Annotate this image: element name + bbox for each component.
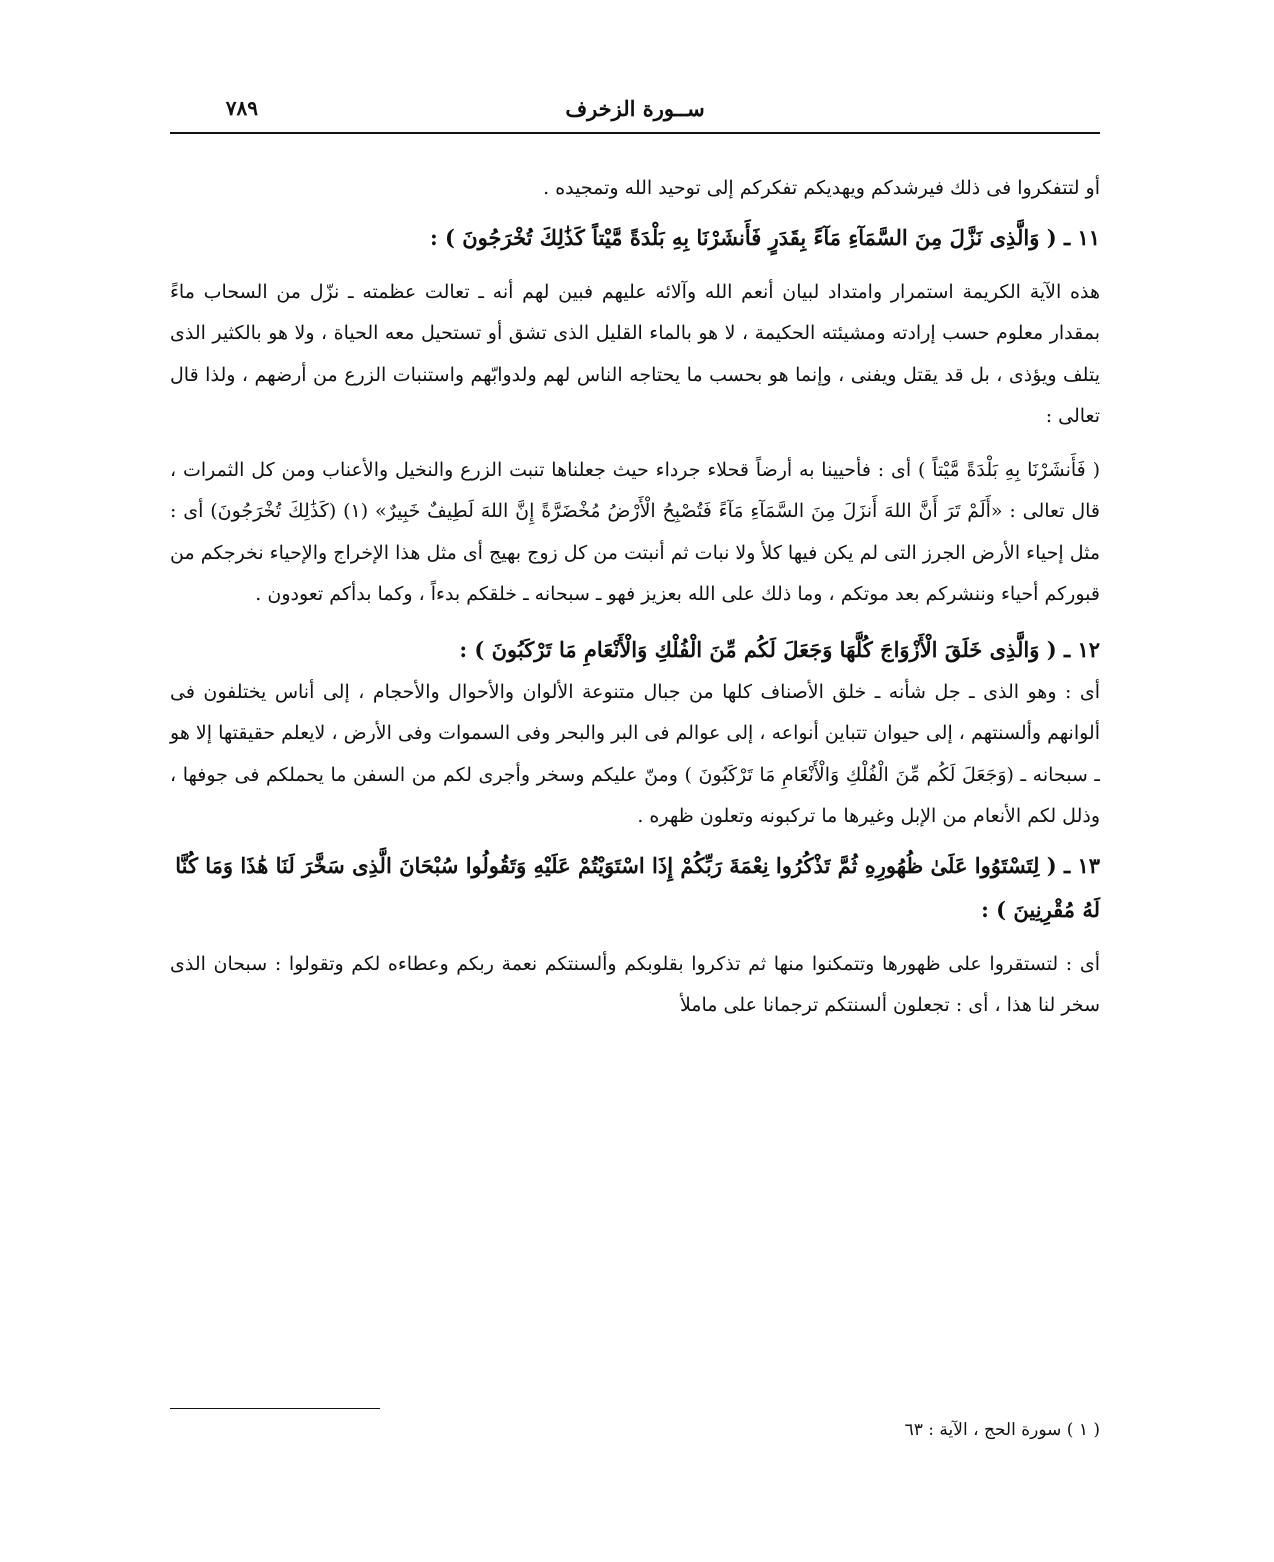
- paragraph-intro: أو لتتفكروا فى ذلك فيرشدكم ويهديكم تفكركم إلى توحيد الله وتمجيده .: [543, 177, 1100, 199]
- page-title: ســورة الزخرف: [565, 96, 705, 121]
- page-header: [170, 90, 1100, 130]
- header-divider: [170, 132, 1100, 134]
- paragraph-commentary-13: أى : لتستقروا على ظهورها وتتمكنوا منها ثم تذكروا بقلوبكم وألسنتكم نعمة ربكم وعطاءه لكم وتقولوا : سبحان الذى سخر لنا هذا ، أى : تجعلون ألسنتكم ترجمانا على ماملأ: [170, 952, 1100, 1016]
- paragraph-commentary-12: أى : وهو الذى ـ جل شأنه ـ خلق الأصناف كلها من جبال متنوعة الألوان والأحوال والأحجام ، إلى أناس يختلفون فى ألوانهم وألسنتهم ، إلى حيوان تتباين أنواعه ، إلى عوالم فى البر والبحر وفى السموات وفى الأرض ، لايعلم حقيقتها إلا هو ـ سبحانه ـ (وَجَعَلَ لَكُم مِّنَ الْفُلْكِ وَالْأَنْعَامِ مَا تَرْكَبُونَ ) ومنّ عليكم وسخر وأجرى لكم من السفن ما يحملكم فى جوفها ، وذلل لكم الأنعام من الإبل وغيرها ما تركبونه وتعلون ظهره .: [170, 680, 1100, 827]
- verse-13: ١٣ ـ ( لِتَسْتَوُوا عَلَىٰ ظُهُورِهِ ثُمَّ تَذْكُرُوا نِعْمَةَ رَبِّكُمْ إِذَا اسْتَوَيْتُمْ عَلَيْهِ وَتَقُولُوا سُبْحَانَ الَّذِى سَخَّرَ لَنَا هَٰذَا وَمَا كُنَّا لَهُ مُقْرِنِينَ ) :: [175, 852, 1100, 922]
- page-number: ٧٨٩: [225, 96, 258, 120]
- footnote-divider: [170, 1408, 380, 1409]
- body-text: [170, 168, 1100, 1027]
- verse-11: ١١ ـ ( وَالَّذِى نَزَّلَ مِنَ السَّمَآءِ مَآءً بِقَدَرٍ فَأَنشَرْنَا بِهِ بَلْدَةً مَّيْتاً كَذَٰلِكَ تُخْرَجُونَ ) :: [429, 224, 1100, 250]
- verse-12: ١٢ ـ ( وَالَّذِى خَلَقَ الْأَزْوَاجَ كُلَّهَا وَجَعَلَ لَكُم مِّنَ الْفُلْكِ وَالْأَنْعَامِ مَا تَرْكَبُونَ ) :: [459, 636, 1100, 662]
- paragraph-commentary-11b: ( فَأَنشَرْنَا بِهِ بَلْدَةً مَّيْتاً ) أى : فأحيينا به أرضاً قحلاء جرداء حيث جعلناها تنبت الزرع والنخيل والأعناب ومن كل الثمرات ، قال تعالى : «أَلَمْ تَرَ أَنَّ اللهَ أَنزَلَ مِنَ السَّمَآءِ مَآءً فَتُصْبِحُ الْأَرْضُ مُخْضَرَّةً إِنَّ اللهَ لَطِيفٌ خَبِيرٌ» (١) (كَذَٰلِكَ تُخْرَجُونَ) أى : مثل إحياء الأرض الجرز التى لم يكن فيها كلأ ولا نبات ثم أنبتت من كل زوج بهيج أى مثل هذا الإخراج والإحياء نخرجكم من قبوركم أحياء وننشركم بعد موتكم ، وما ذلك على الله بعزيز فهو ـ سبحانه ـ خلقكم بدءاً ، وكما بدأكم تعودون .: [170, 458, 1101, 605]
- paragraph-commentary-11a: هذه الآية الكريمة استمرار وامتداد لبيان أنعم الله وآلائه عليهم فبين لهم أنه ـ تعالت عظمته ـ نزّل من السحاب ماءً بمقدار معلوم حسب إرادته ومشيئته الحكيمة ، لا هو بالماء القليل الذى تشق أو تستحيل معه الحياة ، ولا هو بالكثير الذى يتلف ويؤذى ، بل قد يقتل ويفنى ، وإنما هو بحسب ما يحتاجه الناس لهم ولدوابّهم واستنبات الزرع من أرضهم ، ولذا قال تعالى :: [170, 280, 1100, 427]
- footnote: ( ١ ) سورة الحج ، الآية : ٦٣: [904, 1420, 1100, 1440]
- book-page: [170, 90, 1100, 1490]
